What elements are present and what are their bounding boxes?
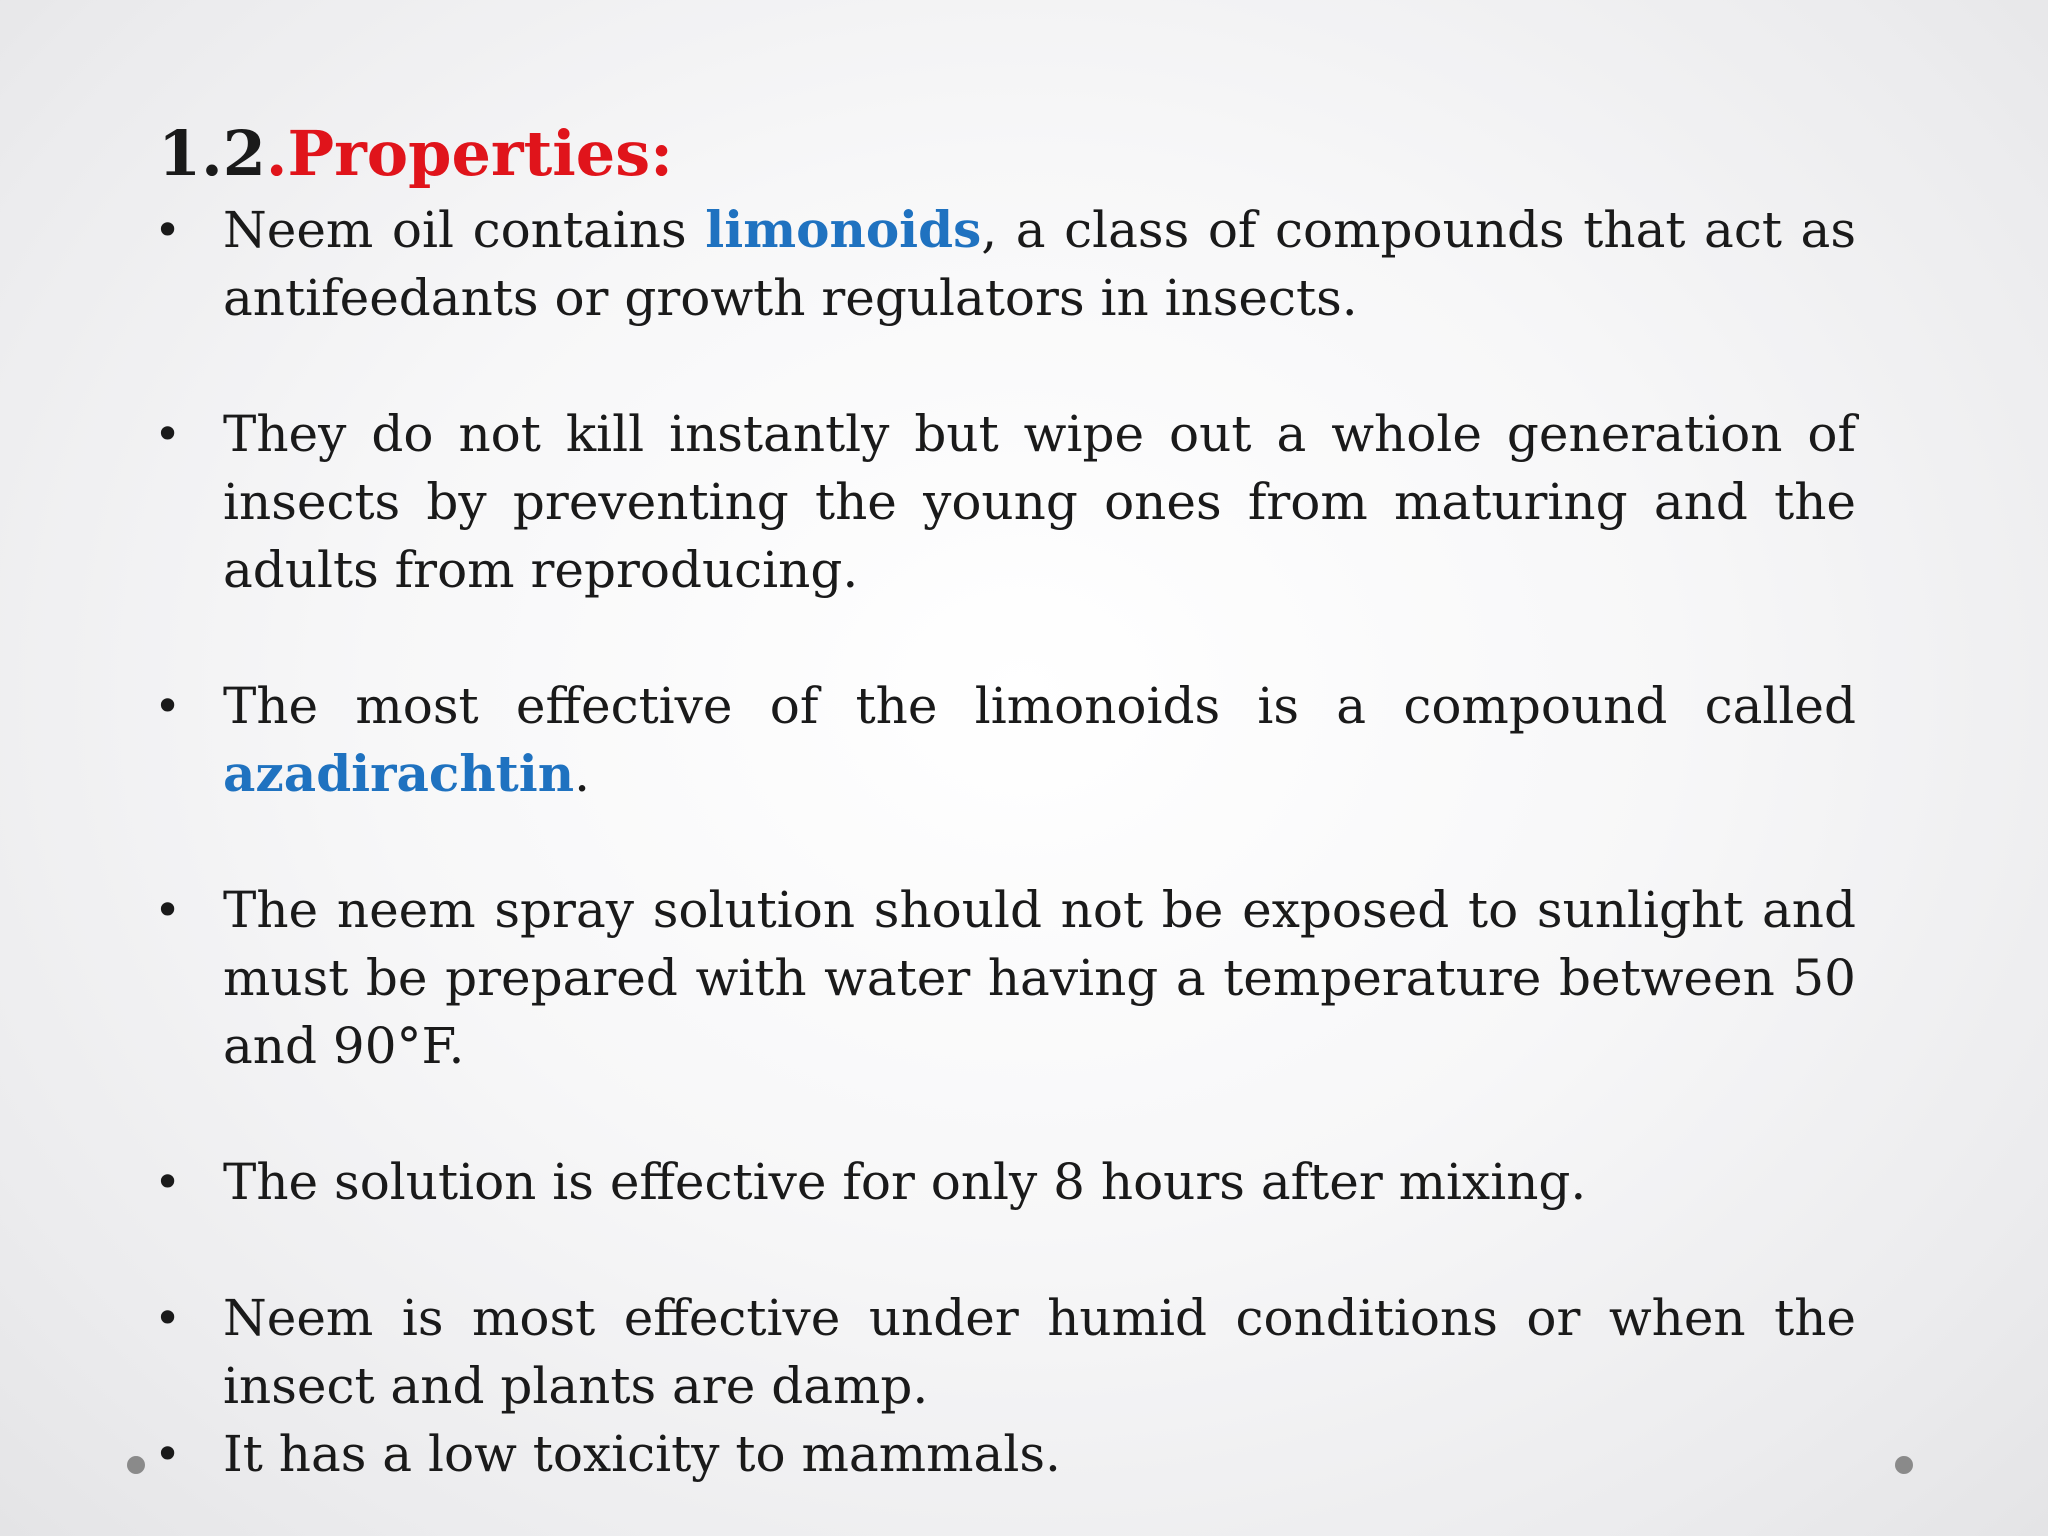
slide-nav-dot-left — [127, 1456, 145, 1474]
title-word: Properties: — [287, 117, 674, 190]
bullet-marker: • — [154, 1427, 182, 1481]
highlighted-term: azadirachtin — [223, 744, 575, 803]
bullet-item — [150, 400, 1856, 604]
slide-title — [158, 114, 673, 194]
slide-nav-dot-right — [1895, 1456, 1913, 1474]
bullet-marker: • — [154, 679, 182, 733]
bullet-text: Neem is most effective under humid conditions or when the insect and plants are damp. — [223, 1289, 1856, 1415]
bullet-text: . — [574, 745, 591, 803]
bullet-text: Neem oil contains — [223, 201, 706, 259]
bullet-item — [150, 876, 1856, 1080]
bullet-marker: • — [154, 883, 182, 937]
bullet-item — [150, 1148, 1856, 1216]
title-dot: . — [265, 117, 288, 190]
bullet-item — [150, 196, 1856, 332]
bullet-item — [150, 1284, 1856, 1420]
bullet-marker: • — [154, 1291, 182, 1345]
bullet-text: The neem spray solution should not be exposed to sunlight and must be prepared with water having a temperature between 50 and 90°F. — [223, 881, 1856, 1075]
bullet-marker: • — [154, 407, 182, 461]
bullet-list — [150, 196, 1856, 1488]
highlighted-term: limonoids — [705, 200, 982, 259]
bullet-text: It has a low toxicity to mammals. — [223, 1425, 1061, 1483]
title-number: 1.2 — [158, 117, 266, 190]
bullet-marker: • — [154, 1155, 182, 1209]
bullet-text: The solution is effective for only 8 hours after mixing. — [223, 1153, 1587, 1211]
bullet-text: They do not kill instantly but wipe out a whole generation of insects by preventing the young ones from maturing and the adults from reproducing. — [223, 405, 1856, 599]
bullet-item — [150, 672, 1856, 808]
bullet-item — [150, 1420, 1856, 1488]
bullet-text: The most effective of the limonoids is a compound called — [223, 677, 1856, 735]
bullet-marker: • — [154, 203, 182, 257]
bullet-text: , a class of compounds that act as antifeedants or growth regulators in insects. — [223, 201, 1856, 327]
